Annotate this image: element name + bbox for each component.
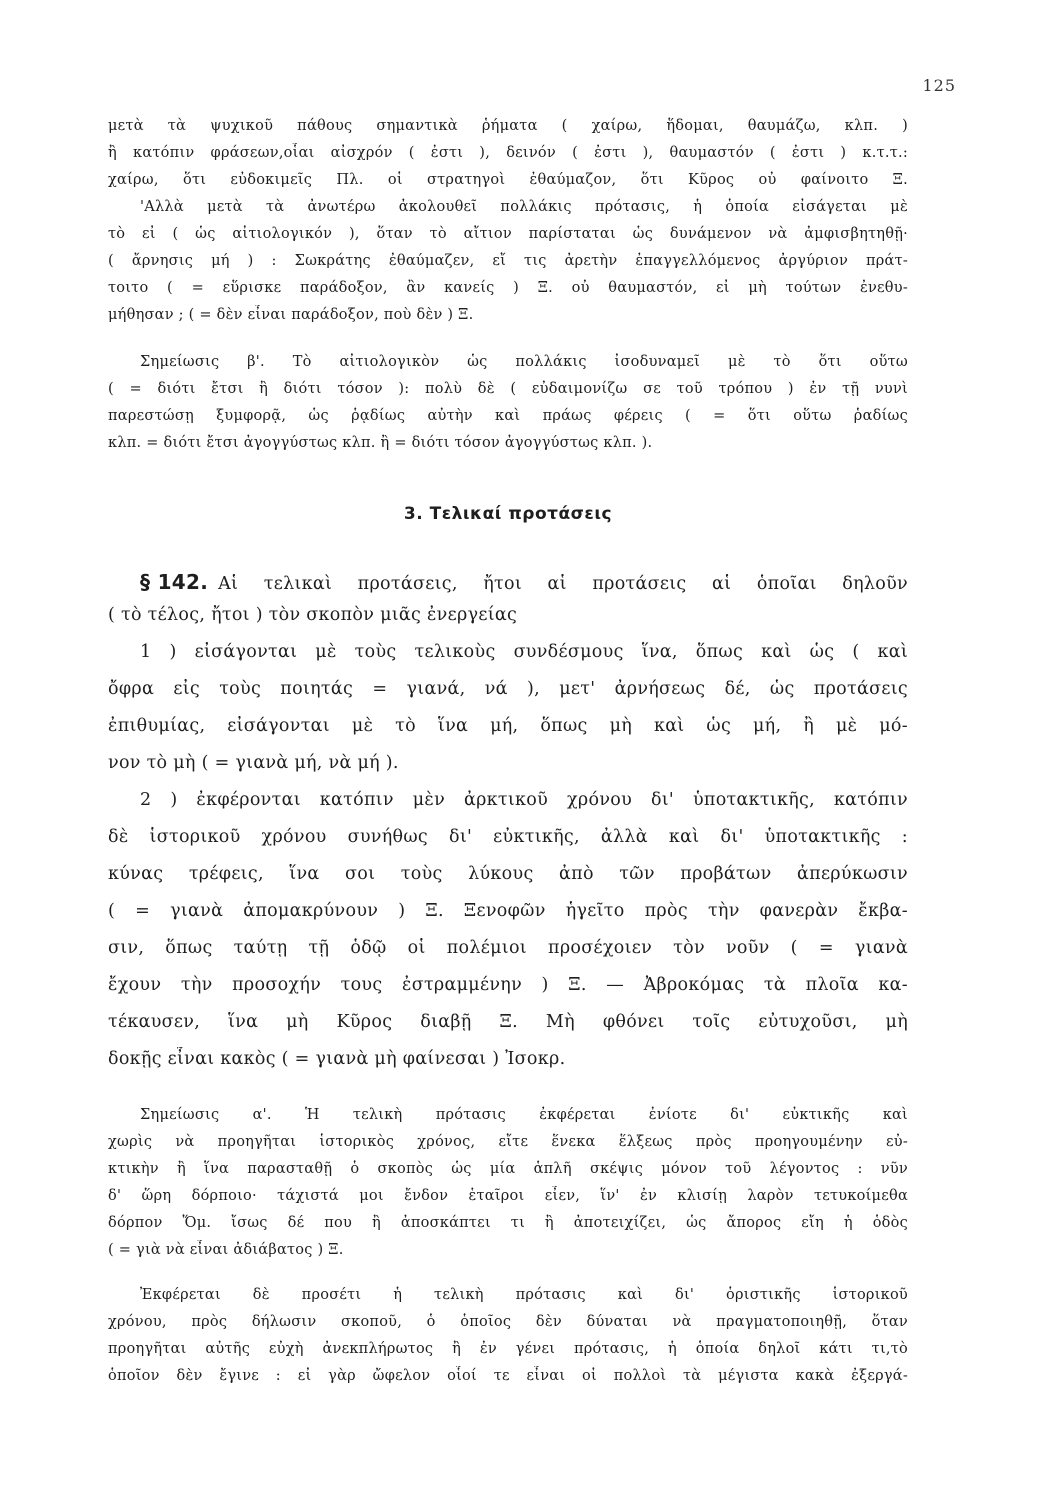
text-line: ἔχουν τὴν προσοχήν τους ἐστραμμένην ) Ξ. — Ἀβροκόμας τὰ πλοῖα κα-: [108, 975, 908, 995]
section-number: § 142.: [140, 570, 209, 594]
text-line: προηγῆται αὐτῆς εὐχὴ ἀνεκπλήρωτος ἢ ἐν γένει πρότασις, ἡ ὁποία δηλοῖ κάτι τι,τὸ: [108, 1341, 908, 1357]
text-line: δοκῇς εἶναι κακὸς ( = γιανὰ μὴ φαίνεσαι ) Ἰσοκρ.: [108, 1049, 566, 1069]
text-line: ( τὸ τέλος, ἤτοι ) τὸν σκοπὸν μιᾶς ἐνεργείας: [108, 605, 518, 625]
text-line: χαίρω, ὅτι εὐδοκιμεῖς Πλ. οἱ στρατηγοὶ ἐθαύμαζον, ὅτι Κῦρος οὐ φαίνοιτο Ξ.: [108, 172, 908, 188]
text-line: χρόνου, πρὸς δήλωσιν σκοποῦ, ὁ ὁποῖος δὲν δύναται νὰ πραγματοποιηθῇ, ὅταν: [108, 1314, 908, 1330]
text-line: κλπ. = διότι ἔτσι ἀγογγύστως κλπ. ἢ = διότι τόσον ἀγογγύστως κλπ. ).: [108, 435, 653, 451]
text-line: σιν, ὅπως ταύτῃ τῇ ὁδῷ οἱ πολέμιοι προσέχοιεν τὸν νοῦν ( = γιανὰ: [108, 938, 908, 958]
text-line: δὲ ἱστορικοῦ χρόνου συνήθως δι' εὐκτικῆς, ἀλλὰ καὶ δι' ὑποτακτικῆς :: [108, 827, 908, 847]
text-line: τοιτο ( = εὕρισκε παράδοξον, ἂν κανείς ) Ξ. οὐ θαυμαστόν, εἰ μὴ τούτων ἐνεθυ-: [108, 280, 908, 296]
text-line: παρεστώσῃ ξυμφορᾷ, ὡς ῥᾳδίως αὐτὴν καὶ πράως φέρεις ( = ὅτι οὕτω ῥαδίως: [108, 408, 908, 424]
page-number: 125: [922, 76, 956, 95]
section-heading: 3. Τελικαί προτάσεις: [403, 504, 613, 524]
text-line: Σημείωσις β'. Τὸ αἰτιολογικὸν ὡς πολλάκις ἰσοδυναμεῖ μὲ τὸ ὅτι οὕτω: [140, 354, 908, 370]
text-line: μήθησαν ; ( = δὲν εἶναι παράδοξον, ποὺ δὲν ) Ξ.: [108, 307, 474, 323]
text-line: ὁποῖον δὲν ἔγινε : εἰ γὰρ ὤφελον οἷοί τε εἶναι οἱ πολλοὶ τὰ μέγιστα κακὰ ἐξεργά-: [108, 1368, 908, 1384]
section-first-line: [140, 570, 908, 596]
text-line: Σημείωσις α'. Ἡ τελικὴ πρότασις ἐκφέρεται ἐνίοτε δι' εὐκτικῆς καὶ: [140, 1107, 908, 1123]
text-line: τὸ εἰ ( ὡς αἰτιολογικόν ), ὅταν τὸ αἴτιον παρίσταται ὡς δυνάμενον νὰ ἀμφισβητηθῇ·: [108, 226, 908, 242]
text-line: ὄφρα εἰς τοὺς ποιητάς = γιανά, νά ), μετ' ἀρνήσεως δέ, ὡς προτάσεις: [108, 679, 908, 699]
text-line: 1 ) εἰσάγονται μὲ τοὺς τελικοὺς συνδέσμους ἵνα, ὅπως καὶ ὡς ( καὶ: [140, 642, 908, 662]
text-line: μετὰ τὰ ψυχικοῦ πάθους σημαντικὰ ῥήματα ( χαίρω, ἥδομαι, θαυμάζω, κλπ. ): [108, 118, 908, 134]
text-line: ( ἄρνησις μή ) : Σωκράτης ἐθαύμαζεν, εἴ τις ἀρετὴν ἐπαγγελλόμενος ἀργύριον πράτ-: [108, 253, 908, 269]
text-line: Αἱ τελικαὶ προτάσεις, ἤτοι αἱ προτάσεις αἱ ὁποῖαι δηλοῦν: [218, 574, 908, 594]
text-line: 'Αλλὰ μετὰ τὰ ἀνωτέρω ἀκολουθεῖ πολλάκις πρότασις, ἡ ὁποία εἰσάγεται μὲ: [140, 199, 908, 215]
text-line: τέκαυσεν, ἵνα μὴ Κῦρος διαβῇ Ξ. Μὴ φθόνει τοῖς εὐτυχοῦσι, μὴ: [108, 1012, 908, 1032]
text-line: χωρὶς νὰ προηγῆται ἱστορικὸς χρόνος, εἴτε ἕνεκα ἕλξεως πρὸς προηγουμένην εὐ-: [108, 1134, 908, 1150]
text-line: δόρπον Ὅμ. ἴσως δέ που ἢ ἀποσκάπτει τι ἢ ἀποτειχίζει, ὡς ἄπορος εἴη ἡ ὁδὸς: [108, 1215, 908, 1231]
text-line: κύνας τρέφεις, ἵνα σοι τοὺς λύκους ἀπὸ τῶν προβάτων ἀπερύκωσιν: [108, 864, 908, 884]
text-line: δ' ὥρη δόρποιο· τάχιστά μοι ἔνδον ἑταῖροι εἶεν, ἵν' ἐν κλισίῃ λαρὸν τετυκοίμεθα: [108, 1188, 908, 1204]
text-line: κτικὴν ἢ ἵνα παρασταθῇ ὁ σκοπὸς ὡς μία ἁπλῆ σκέψις μόνον τοῦ λέγοντος : νῦν: [108, 1161, 908, 1177]
text-line: ( = γιανὰ ἀπομακρύνουν ) Ξ. Ξενοφῶν ἡγεῖτο πρὸς τὴν φανερὰν ἔκβα-: [108, 901, 908, 921]
text-line: ἢ κατόπιν φράσεων,οἷαι αἰσχρόν ( ἐστι ), δεινόν ( ἐστι ), θαυμαστόν ( ἐστι ) κ.τ.τ.:: [108, 145, 908, 161]
text-line: ἐπιθυμίας, εἰσάγονται μὲ τὸ ἵνα μή, ὅπως μὴ καὶ ὡς μή, ἢ μὲ μό-: [108, 716, 908, 736]
text-line: Ἐκφέρεται δὲ προσέτι ἡ τελικὴ πρότασις καὶ δι' ὁριστικῆς ἱστορικοῦ: [140, 1287, 908, 1303]
text-line: ( = διότι ἔτσι ἢ διότι τόσον ): πολὺ δὲ ( εὐδαιμονίζω σε τοῦ τρόπου ) ἐν τῇ νυνὶ: [108, 381, 908, 397]
text-line: νον τὸ μὴ ( = γιανὰ μή, νὰ μή ).: [108, 753, 399, 773]
text-line: ( = γιὰ νὰ εἶναι ἀδιάβατος ) Ξ.: [108, 1242, 344, 1258]
text-line: 2 ) ἐκφέρονται κατόπιν μὲν ἀρκτικοῦ χρόνου δι' ὑποτακτικῆς, κατόπιν: [140, 790, 908, 810]
